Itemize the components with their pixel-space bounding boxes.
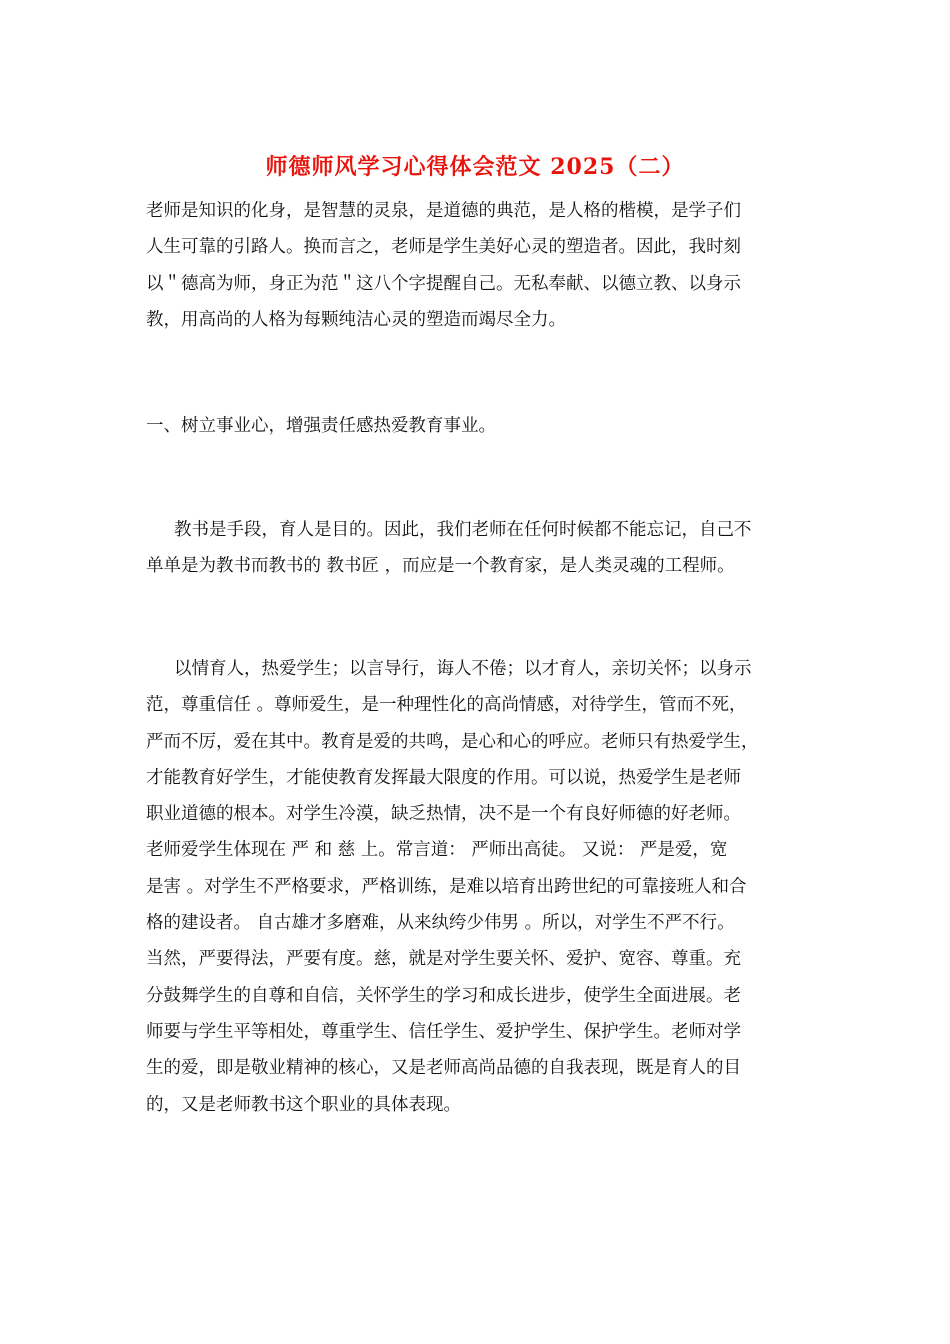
paragraph-line: 老师爱学生体现在 严 和 慈 上。常言道： 严师出高徒。 又说： 严是爱，宽 (146, 840, 728, 861)
section-heading (146, 408, 808, 444)
paragraph-teaching (146, 512, 808, 585)
paragraph-line: 以情育人，热爱学生；以言导行，诲人不倦；以才育人，亲切关怀；以身示 (174, 659, 752, 679)
paragraph-intro (146, 193, 808, 338)
paragraph-line: 人生可靠的引路人。换而言之，老师是学生美好心灵的塑造者。因此，我时刻 (146, 237, 741, 258)
paragraph-love-students (146, 651, 808, 1123)
heading-line: 一、树立事业心，增强责任感热爱教育事业。 (146, 416, 496, 436)
paragraph-line: 教书是手段，育人是目的。因此，我们老师在任何时候都不能忘记，自己不 (174, 520, 752, 540)
paragraph-line: 以＂德高为师，身正为范＂这八个字提醒自己。无私奉献、以德立教、以身示 (146, 273, 741, 294)
paragraph-line: 的，又是老师教书这个职业的具体表现。 (146, 1094, 461, 1115)
paragraph-line: 严而不厉，爱在其中。教育是爱的共鸣，是心和心的呼应。老师只有热爱学生， (146, 731, 759, 752)
paragraph-line: 教，用高尚的人格为每颗纯洁心灵的塑造而竭尽全力。 (146, 309, 566, 330)
paragraph-line: 师要与学生平等相处，尊重学生、信任学生、爱护学生、保护学生。老师对学 (146, 1021, 741, 1042)
paragraph-line: 范，尊重信任 。尊师爱生，是一种理性化的高尚情感，对待学生，管而不死， (146, 695, 747, 716)
paragraph-line: 分鼓舞学生的自尊和自信，关怀学生的学习和成长进步，使学生全面进展。老 (146, 985, 741, 1006)
paragraph-line: 单单是为教书而教书的 教书匠 ，而应是一个教育家，是人类灵魂的工程师。 (146, 556, 735, 577)
paragraph-line: 格的建设者。 自古雄才多磨难，从来纨绔少伟男 。所以，对学生不严不行。 (146, 913, 735, 934)
paragraph-line: 是害 。对学生不严格要求，严格训练，是难以培育出跨世纪的可靠接班人和合 (146, 876, 747, 897)
document-title: 师德师风学习心得体会范文 2025（二） (265, 154, 685, 180)
paragraph-line: 老师是知识的化身，是智慧的灵泉，是道德的典范，是人格的楷模，是学子们 (146, 201, 741, 221)
paragraph-line: 生的爱，即是敬业精神的核心，又是老师高尚品德的自我表现，既是育人的目 (146, 1058, 741, 1079)
paragraph-line: 职业道德的根本。对学生冷漠，缺乏热情，决不是一个有良好师德的好老师。 (146, 804, 741, 825)
paragraph-line: 才能教育好学生，才能使教育发挥最大限度的作用。可以说，热爱学生是老师 (146, 767, 741, 788)
paragraph-line: 当然，严要得法，严要有度。慈，就是对学生要关怀、爱护、宽容、尊重。充 (146, 949, 741, 970)
